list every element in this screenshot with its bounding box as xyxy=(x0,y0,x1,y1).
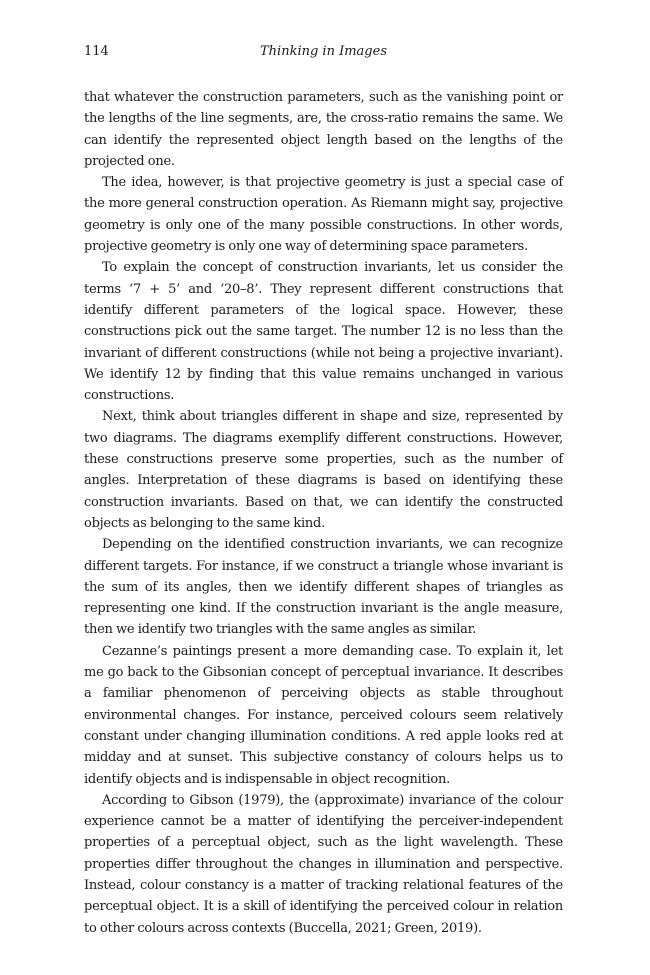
paragraph: According to Gibson (1979), the (approximate) invariance of the colour experience cannot be a matter of identifying the perceiver-independent properties of a perceptual object, such as the light wavelength. These properties differ throughout the changes in illumination and perspective. Instead, colour constancy is a matter of tracking relational features of the perceptual object. It is a skill of identifying the perceived colour in relation to other colours across contexts (Buccella, 2021; Green, 2019). xyxy=(84,792,563,936)
body-text xyxy=(84,87,563,939)
paragraph: Cezanne’s paintings present a more demanding case. To explain it, let me go back to the Gibsonian concept of perceptual invariance. It describes a familiar phenomenon of perceiving objects as stable throughout environmental changes. For instance, perceived colours seem relatively constant under changing illumination conditions. A red apple looks red at midday and at sunset. This subjective constancy of colours helps us to identify objects and is indispensable in object recognition. xyxy=(84,643,563,787)
running-title: Thinking in Images xyxy=(260,44,387,59)
paragraph: To explain the concept of construction invariants, let us consider the terms ‘7 + 5’ and ‘20–8’. They represent different constructions that identify different parameters of the logical space. However, these constructions pick out the same target. The number 12 is no less than the invariant of different constructions (while not being a projective invariant). We identify 12 by finding that this value remains unchanged in various constructions. xyxy=(84,260,563,404)
paragraph: Depending on the identified construction invariants, we can recognize different targets. For instance, if we construct a triangle whose invariant is the sum of its angles, then we identify different shapes of triangles as representing one kind. If the construction invariant is the angle measure, then we identify two triangles with the same angles as similar. xyxy=(84,537,563,638)
paragraph-continued: that whatever the construction parameters, such as the vanishing point or the lengths of the line segments, are, the cross-ratio remains the same. We can identify the represented object length based on the lengths of the projected one. xyxy=(84,90,563,169)
page-number: 114 xyxy=(84,44,109,59)
running-head xyxy=(84,44,563,64)
paragraph: The idea, however, is that projective geometry is just a special case of the more general construction operation. As Riemann might say, projective geometry is only one of the many possible constructions. In other words, projective geometry is only one way of determining space parameters. xyxy=(84,175,563,255)
book-page xyxy=(84,0,563,975)
paragraph: Next, think about triangles different in shape and size, represented by two diagrams. The diagrams exemplify different constructions. However, these constructions preserve some properties, such as the number of angles. Interpretation of these diagrams is based on identifying these construction invariants. Based on that, we can identify the constructed objects as belonging to the same kind. xyxy=(84,409,563,531)
